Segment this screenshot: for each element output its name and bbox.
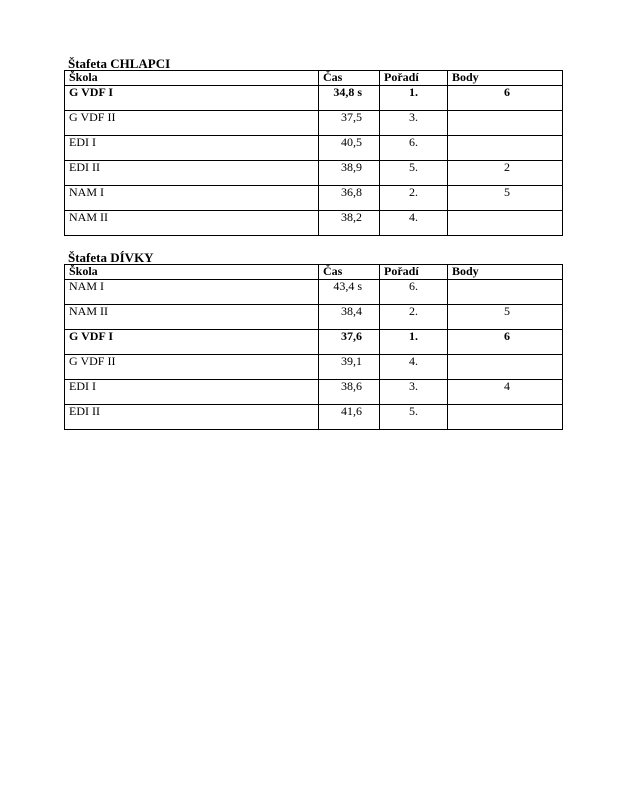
- cell-skola: NAM I: [65, 186, 319, 211]
- cell-poradi: 1.: [380, 86, 448, 111]
- cell-poradi: 5.: [380, 405, 448, 430]
- cell-skola: G VDF I: [65, 86, 319, 111]
- cell-skola: G VDF II: [65, 111, 319, 136]
- table-row: [65, 136, 563, 161]
- table-row: [65, 280, 563, 305]
- cell-skola: EDI II: [65, 405, 319, 430]
- cell-body: 5: [448, 305, 563, 330]
- table-row: [65, 405, 563, 430]
- table-row: [65, 161, 563, 186]
- cell-poradi: 4.: [380, 211, 448, 236]
- header-cas: Čas: [319, 71, 380, 86]
- cell-skola: NAM II: [65, 305, 319, 330]
- table-row: [65, 355, 563, 380]
- cell-poradi: 5.: [380, 161, 448, 186]
- cell-body: [448, 136, 563, 161]
- cell-body: [448, 211, 563, 236]
- cell-body: 6: [448, 86, 563, 111]
- cell-cas: 38,2: [319, 211, 380, 236]
- cell-skola: EDI I: [65, 136, 319, 161]
- cell-cas: 38,9: [319, 161, 380, 186]
- cell-skola: G VDF I: [65, 330, 319, 355]
- cell-body: [448, 280, 563, 305]
- cell-cas: 36,8: [319, 186, 380, 211]
- table-row: [65, 111, 563, 136]
- cell-poradi: 2.: [380, 186, 448, 211]
- cell-cas: 43,4 s: [319, 280, 380, 305]
- table-header-row: [65, 265, 563, 280]
- cell-cas: 38,4: [319, 305, 380, 330]
- table-row: [65, 86, 563, 111]
- cell-body: 4: [448, 380, 563, 405]
- cell-body: [448, 111, 563, 136]
- cell-cas: 38,6: [319, 380, 380, 405]
- cell-cas: 41,6: [319, 405, 380, 430]
- header-poradi: Pořadí: [380, 265, 448, 280]
- cell-poradi: 2.: [380, 305, 448, 330]
- results-table-divky: [64, 264, 563, 430]
- cell-body: 2: [448, 161, 563, 186]
- cell-cas: 40,5: [319, 136, 380, 161]
- cell-poradi: 3.: [380, 380, 448, 405]
- table-header-row: [65, 71, 563, 86]
- table-row: [65, 330, 563, 355]
- cell-poradi: 3.: [380, 111, 448, 136]
- header-skola: Škola: [65, 265, 319, 280]
- section-title-chlapci: Štafeta CHLAPCI: [68, 56, 171, 71]
- cell-poradi: 6.: [380, 280, 448, 305]
- header-body: Body: [448, 71, 563, 86]
- cell-skola: NAM II: [65, 211, 319, 236]
- table-row: [65, 211, 563, 236]
- cell-skola: NAM I: [65, 280, 319, 305]
- table-row: [65, 305, 563, 330]
- cell-body: [448, 355, 563, 380]
- section-title-divky: Štafeta DÍVKY: [68, 250, 154, 265]
- cell-body: 5: [448, 186, 563, 211]
- cell-body: [448, 405, 563, 430]
- cell-skola: G VDF II: [65, 355, 319, 380]
- header-skola: Škola: [65, 71, 319, 86]
- cell-poradi: 1.: [380, 330, 448, 355]
- cell-cas: 37,5: [319, 111, 380, 136]
- cell-skola: EDI II: [65, 161, 319, 186]
- header-body: Body: [448, 265, 563, 280]
- header-cas: Čas: [319, 265, 380, 280]
- cell-skola: EDI I: [65, 380, 319, 405]
- cell-poradi: 6.: [380, 136, 448, 161]
- cell-cas: 37,6: [319, 330, 380, 355]
- cell-cas: 39,1: [319, 355, 380, 380]
- cell-poradi: 4.: [380, 355, 448, 380]
- cell-body: 6: [448, 330, 563, 355]
- header-poradi: Pořadí: [380, 71, 448, 86]
- cell-cas: 34,8 s: [319, 86, 380, 111]
- table-row: [65, 380, 563, 405]
- results-table-chlapci: [64, 70, 563, 236]
- table-row: [65, 186, 563, 211]
